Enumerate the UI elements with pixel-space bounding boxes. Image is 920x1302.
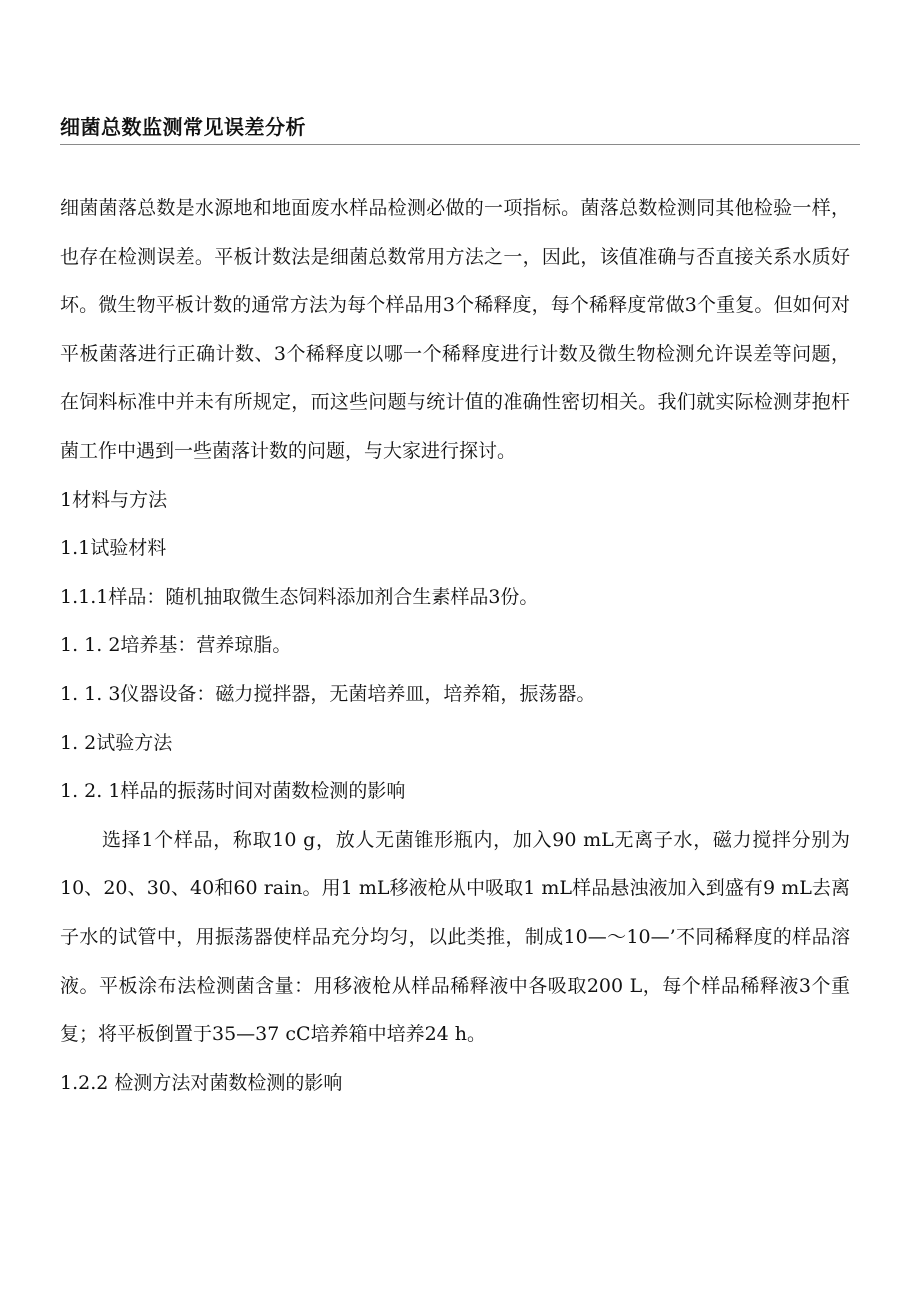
item-1-1-2: 1. 1. 2培养基：营养琼脂。 bbox=[60, 634, 292, 657]
subsection-heading-1-2-1: 1. 2. 1样品的振荡时间对菌数检测的影响 bbox=[60, 780, 406, 803]
item-1-1-3: 1. 1. 3仪器设备：磁力搅拌器，无菌培养皿，培养箱，振荡器。 bbox=[60, 682, 596, 705]
section-heading-1: 1材料与方法 bbox=[60, 488, 168, 511]
intro-paragraph: 细菌菌落总数是水源地和地面废水样品检测必做的一项指标。菌落总数检测同其他检验一样，也存在检测误差。平板计数法是细菌总数常用方法之一，因此，该值准确与否直接关系水质好坏。微生物平板计数的通常方法为每个样品用3个稀释度，每个稀释度常做3个重复。但如何对平板菌落进行正确计数、3个稀释度以哪一个稀释度进行计数及微生物检测允许误差等问题，在饲料标准中并未有所规定，而这些问题与统计值的准确性密切相关。我们就实际检测芽抱杆菌工作中遇到一些菌落计数的问题，与大家进行探讨。 bbox=[60, 197, 850, 462]
subsection-heading-1-1: 1.1试验材料 bbox=[60, 537, 167, 560]
title-block bbox=[60, 112, 860, 145]
item-1-1-1: 1.1.1样品：随机抽取微生态饲料添加剂合生素样品3份。 bbox=[60, 585, 539, 608]
method-paragraph: 选择1个样品，称取10 g，放人无菌锥形瓶内，加入90 mL无离子水，磁力搅拌分别为10、20、30、40和60 rain。用1 mL移液枪从中吸取1 mL样品悬浊液加入到盛有9 mL去离子水的试管中，用振荡器使样品充分均匀，以此类推，制成10—～10—’不同稀释度的样品溶液。平板涂布法检测菌含量：用移液枪从样品稀释液中各吸取200 L，每个样品稀释液3个重复；将平板倒置于35—37 cC培养箱中培养24 h。 bbox=[60, 828, 850, 1046]
document-title: 细菌总数监测常见误差分析 bbox=[60, 115, 306, 139]
subsection-heading-1-2-2: 1.2.2 检测方法对菌数检测的影响 bbox=[60, 1071, 343, 1094]
document-body bbox=[60, 184, 850, 1107]
subsection-heading-1-2: 1. 2试验方法 bbox=[60, 731, 173, 754]
